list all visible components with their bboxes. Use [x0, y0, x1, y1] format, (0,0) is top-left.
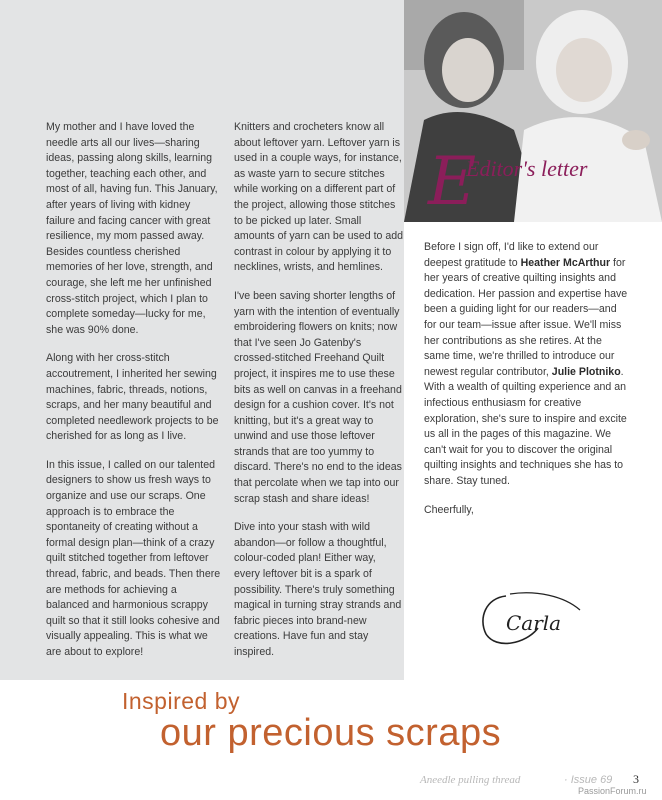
footer-issue: · Issue 69: [564, 774, 613, 786]
paragraph-text: . With a wealth of quilting experience and an infectious enthusiasm for creative exploration, she's sure to inspire and excite us all in the pages of this magazine. We can't wait for you to discover the original quilting insights and techniques she has to share. Stay tuned.: [424, 365, 627, 487]
paragraph-text: for her years of creative quilting insights and dedication. Her passion and expertise have been a guiding light for our readers—and for our team—issue after issue. We'll miss her contributions as she retires. At the same time, we're thrilled to introduce our newest regular contributor,: [424, 256, 628, 378]
paragraph: Dive into your stash with wild abandon—or follow a thoughtful, colour-coded plan! Either way, every leftover bit is a spark of possibility. There's truly something magical in turning stray strands and fabric pieces into brand-new creations. Have fun and stay inspired.: [234, 521, 402, 658]
paragraph-text: Before I sign off, I'd like to extend our deepest gratitude to: [424, 241, 599, 269]
paragraph: [424, 240, 629, 490]
closing: Cheerfully,: [424, 503, 474, 516]
contributor-name: Julie Plotniko: [551, 365, 621, 378]
column-3: [424, 240, 629, 531]
contributor-name: Heather McArthur: [520, 256, 611, 269]
headline-line-2: our precious scraps: [160, 712, 502, 754]
footer-magazine-name: Aneedle pulling thread: [420, 774, 521, 786]
headline-line-1: Inspired by: [122, 688, 241, 714]
column-1: [46, 120, 221, 674]
paragraph: Knitters and crocheters know all about leftover yarn. Leftover yarn is used in a couple ways, for instance, as waste yarn to secure stitches while working on a different part of the project, allowing those stitches to be picked up later. Small amounts of yarn can be used to add contrast in colour by applying it to necklines, wrists, and hemlines.: [234, 121, 404, 274]
signature: [476, 584, 586, 654]
svg-text:E: E: [428, 143, 477, 218]
paragraph: My mother and I have loved the needle arts all our lives—sharing ideas, passing along skills, learning together, teaching each other, and most of all, having fun. This January, after years of living with kidney failure and facing cancer with great resilience, my mom passed away. Besides countless cherished memories of her love, strength, and courage, she left me her unfinished cross-stitch project, which I plan to complete someday—lucky for me, she was 90% done.: [46, 121, 218, 336]
paragraph: Along with her cross-stitch accoutrement, I inherited her sewing machines, fabric, threads, notions, scraps, and her many beautiful and completed needlework projects to be cherished for as long as I live.: [46, 352, 219, 443]
column-2: [234, 120, 404, 674]
watermark: PassionForum.ru: [578, 786, 647, 796]
editors-letter-heading: [424, 140, 654, 218]
paragraph: I've been saving shorter lengths of yarn with the intention of eventually embroidering flowers on knits; now that I've seen Jo Gatenby's crossed-stitched Freehand Quilt project, it inspires me to use these bits as well on canvas in a freehand design for a cushion cover. It's not knitting, but it's a great way to unwind and use those leftover strands that are too yummy to discard. There's no end to the ideas that percolate when we tap into our scrap stash and share ideas!: [234, 289, 402, 505]
signature-text: Carla: [506, 611, 562, 635]
paragraph: In this issue, I called on our talented designers to show us fresh ways to organize and use our scraps. One approach is to embrace the spontaneity of creating without a formal design plan—think of a crazy quilt stitched together from leftover thread, fabric, and beads. Then there are methods for achieving a balanced and harmonious scrappy quilt so that it still looks cohesive and visually appealing. This is what we are about to explore!: [46, 458, 221, 658]
page-number: 3: [633, 772, 639, 786]
editors-letter-title: Editor's letter: [466, 156, 588, 181]
